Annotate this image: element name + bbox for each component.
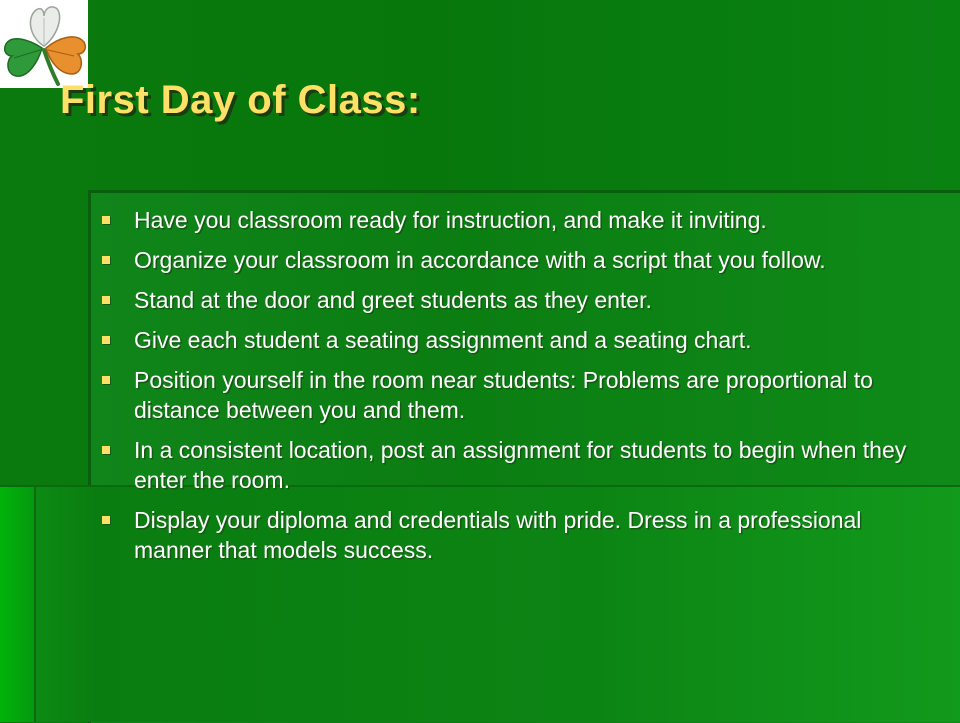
bullet-square-icon xyxy=(102,446,110,454)
list-item-text: Display your diploma and credentials with pride. Dress in a professional manner that models success. xyxy=(134,507,862,563)
list-item xyxy=(100,245,920,275)
bullet-square-icon xyxy=(102,296,110,304)
list-item xyxy=(100,505,920,565)
list-item xyxy=(100,205,920,235)
bullet-list xyxy=(100,205,920,575)
bullet-square-icon xyxy=(102,516,110,524)
bullet-square-icon xyxy=(102,376,110,384)
list-item-text: Organize your classroom in accordance with a script that you follow. xyxy=(134,247,826,273)
bullet-square-icon xyxy=(102,256,110,264)
bullet-square-icon xyxy=(102,216,110,224)
list-item xyxy=(100,365,920,425)
list-item xyxy=(100,325,920,355)
list-item-text: Give each student a seating assignment and a seating chart. xyxy=(134,327,752,353)
list-item-text: Have you classroom ready for instruction, and make it inviting. xyxy=(134,207,767,233)
list-item-text: Stand at the door and greet students as they enter. xyxy=(134,287,652,313)
list-item xyxy=(100,435,920,495)
slide-title: First Day of Class: xyxy=(60,78,421,122)
list-item-text: In a consistent location, post an assignment for students to begin when they enter the room. xyxy=(134,437,907,493)
bullet-square-icon xyxy=(102,336,110,344)
list-item xyxy=(100,285,920,315)
shamrock-icon xyxy=(0,0,88,88)
list-item-text: Position yourself in the room near students: Problems are proportional to distance between you and them. xyxy=(134,367,873,423)
